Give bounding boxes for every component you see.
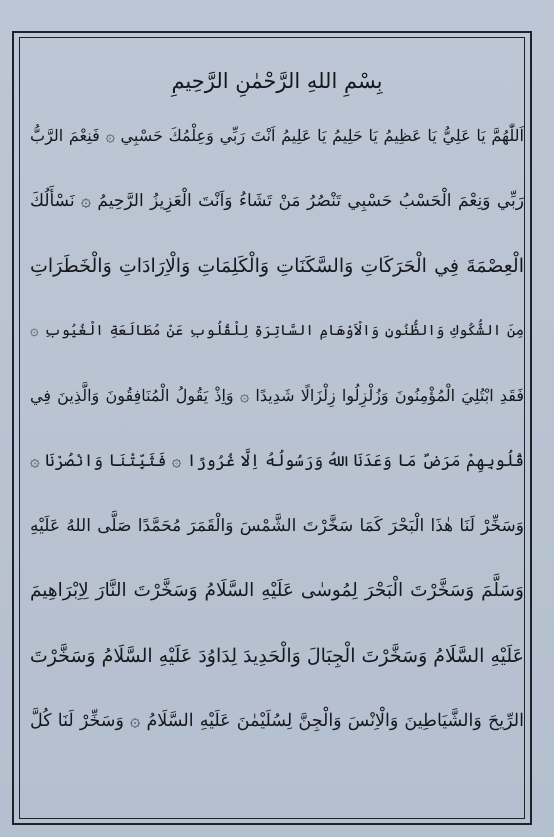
text-line: الْعِصْمَةَ فِي الْحَرَكَاتِ وَالسَّكَنَاتِ وَالْكَلِمَاتِ وَالْاِرَادَاتِ وَالْخَطَرَاتِ [30,255,524,277]
text-line: عَلَيْهِ السَّلَامُ وَسَخَّرْتَ الْجِبَالَ وَالْحَدِيدَ لِدَاوُدَ عَلَيْهِ السَّلَامُ وَسَخَّرْتَ [30,645,524,667]
text-line: مِنَ الشُّكُوكِ وَالظُّنُونِ وَالْاَوْهَامِ السَّاتِرَةِ لِلْقُلُوبِ عَنْ مُطَالَعَةِ الْغُيُوبِ ۞ [30,323,524,339]
text-line: رَبِّي وَنِعْمَ الْحَسْبُ حَسْبِي تَنْصُرُ مَنْ تَشَاءُ وَاَنْتَ الْعَزِيزُ الرَّحِيمُ ۞ نَسْأَلُكَ [30,191,524,211]
prayer-text-block [30,112,524,762]
text-line: الرِّيحَ وَالشَّيَاطِينَ وَالْاِنْسَ وَالْجِنَّ لِسُلَيْمٰنَ عَلَيْهِ السَّلَامُ ۞ وَسَخِّرْ لَنَا كُلَّ [30,711,524,731]
text-line: قُلُوبِهِمْ مَرَضٌ مَا وَعَدَنَا اللهُ وَرَسُولُهُ اِلَّا غُرُورًا ۞ فَثَبِّتْنَا وَانْصُرْنَا ۞ [30,451,524,470]
text-line: فَقَدِ ابْتُلِيَ الْمُؤْمِنُونَ وَزُلْزِلُوا زِلْزَالًا شَدِيدًا ۞ وَاِذْ يَقُولُ الْمُنَافِقُونَ وَالَّذِينَ فِي [30,386,524,405]
text-line: وَسَلَّمَ وَسَخَّرْتَ الْبَحْرَ لِمُوسٰى عَلَيْهِ السَّلَامُ وَسَخَّرْتَ النَّارَ لِاِبْرَاهِيمَ [30,580,524,601]
basmala-heading: بِسْمِ اللهِ الرَّحْمٰنِ الرَّحِيمِ [171,69,383,93]
text-line: وَسَخِّرْ لَنَا هٰذَا الْبَحْرَ كَمَا سَخَّرْتَ الشَّمْسَ وَالْقَمَرَ مُحَمَّدًا صَلَّى اللهُ عَلَيْهِ [30,516,524,536]
text-line: اَللّٰهُمَّ يَا عَلِيُّ يَا عَظِيمُ يَا حَلِيمُ يَا عَلِيمُ اَنْتَ رَبِّي وَعِلْمُكَ حَسْبِي ۞ فَنِعْمَ الرَّبُّ [30,126,524,145]
